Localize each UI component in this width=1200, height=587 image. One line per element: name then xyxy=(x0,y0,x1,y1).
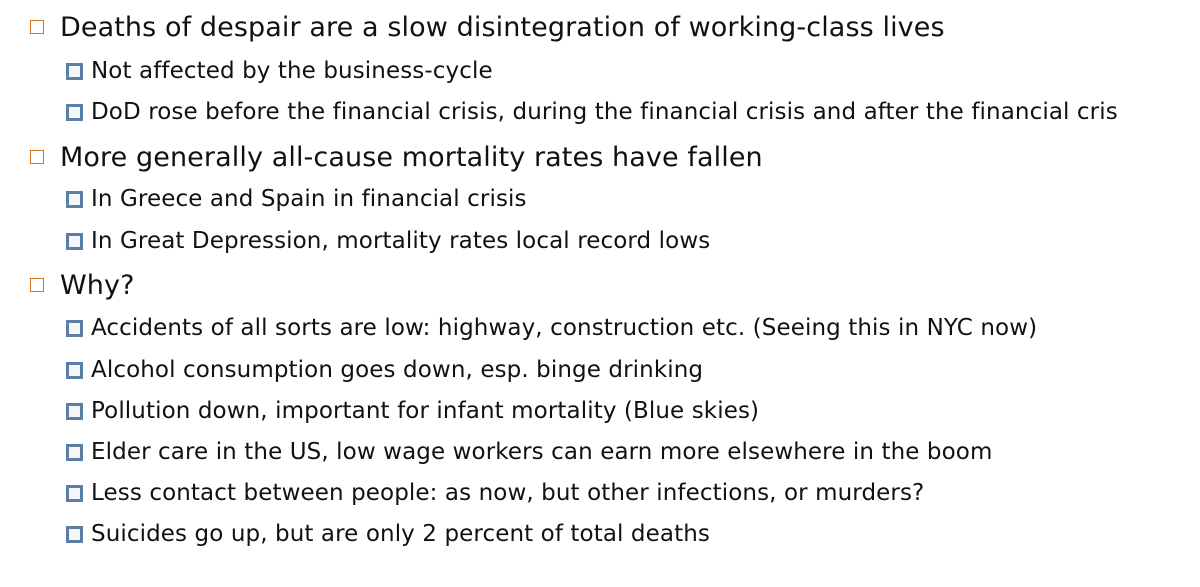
bullet-level2 xyxy=(66,354,703,386)
square-bullet-icon xyxy=(66,526,83,543)
bullet-text: Alcohol consumption goes down, esp. binge drinking xyxy=(91,357,704,383)
square-bullet-icon xyxy=(30,150,44,164)
bullet-text: In Greece and Spain in financial crisis xyxy=(91,186,527,212)
bullet-level2 xyxy=(66,183,527,215)
bullet-level2 xyxy=(66,96,1118,128)
square-bullet-icon xyxy=(66,320,83,337)
square-bullet-icon xyxy=(66,104,83,121)
bullet-text: Elder care in the US, low wage workers can earn more elsewhere in the boom xyxy=(91,439,993,465)
bullet-level2 xyxy=(66,312,1037,344)
bullet-text: In Great Depression, mortality rates local record lows xyxy=(91,228,711,254)
bullet-level2 xyxy=(66,55,493,87)
square-bullet-icon xyxy=(66,485,83,502)
bullet-text: Deaths of despair are a slow disintegration of working-class lives xyxy=(60,11,945,43)
bullet-level1 xyxy=(30,139,763,175)
bullet-text: Accidents of all sorts are low: highway, construction etc. (Seeing this in NYC now) xyxy=(91,315,1038,341)
bullet-text: Why? xyxy=(60,269,135,301)
bullet-text: Less contact between people: as now, but other infections, or murders? xyxy=(91,480,925,506)
bullet-level2 xyxy=(66,225,710,257)
bullet-level2 xyxy=(66,477,924,509)
bullet-text: DoD rose before the financial crisis, during the financial crisis and after the financial cris xyxy=(91,99,1118,125)
square-bullet-icon xyxy=(66,403,83,420)
bullet-text: Pollution down, important for infant mortality (Blue skies) xyxy=(91,398,760,424)
bullet-level1 xyxy=(30,267,135,303)
square-bullet-icon xyxy=(66,233,83,250)
bullet-level1 xyxy=(30,9,945,45)
bullet-level2 xyxy=(66,518,710,550)
square-bullet-icon xyxy=(30,278,44,292)
bullet-level2 xyxy=(66,395,759,427)
square-bullet-icon xyxy=(66,191,83,208)
square-bullet-icon xyxy=(30,20,44,34)
bullet-level2 xyxy=(66,436,992,468)
square-bullet-icon xyxy=(66,63,83,80)
square-bullet-icon xyxy=(66,444,83,461)
bullet-text: More generally all-cause mortality rates have fallen xyxy=(60,141,763,173)
bullet-text: Suicides go up, but are only 2 percent of total deaths xyxy=(91,521,710,547)
square-bullet-icon xyxy=(66,362,83,379)
bullet-text: Not affected by the business-cycle xyxy=(91,58,493,84)
